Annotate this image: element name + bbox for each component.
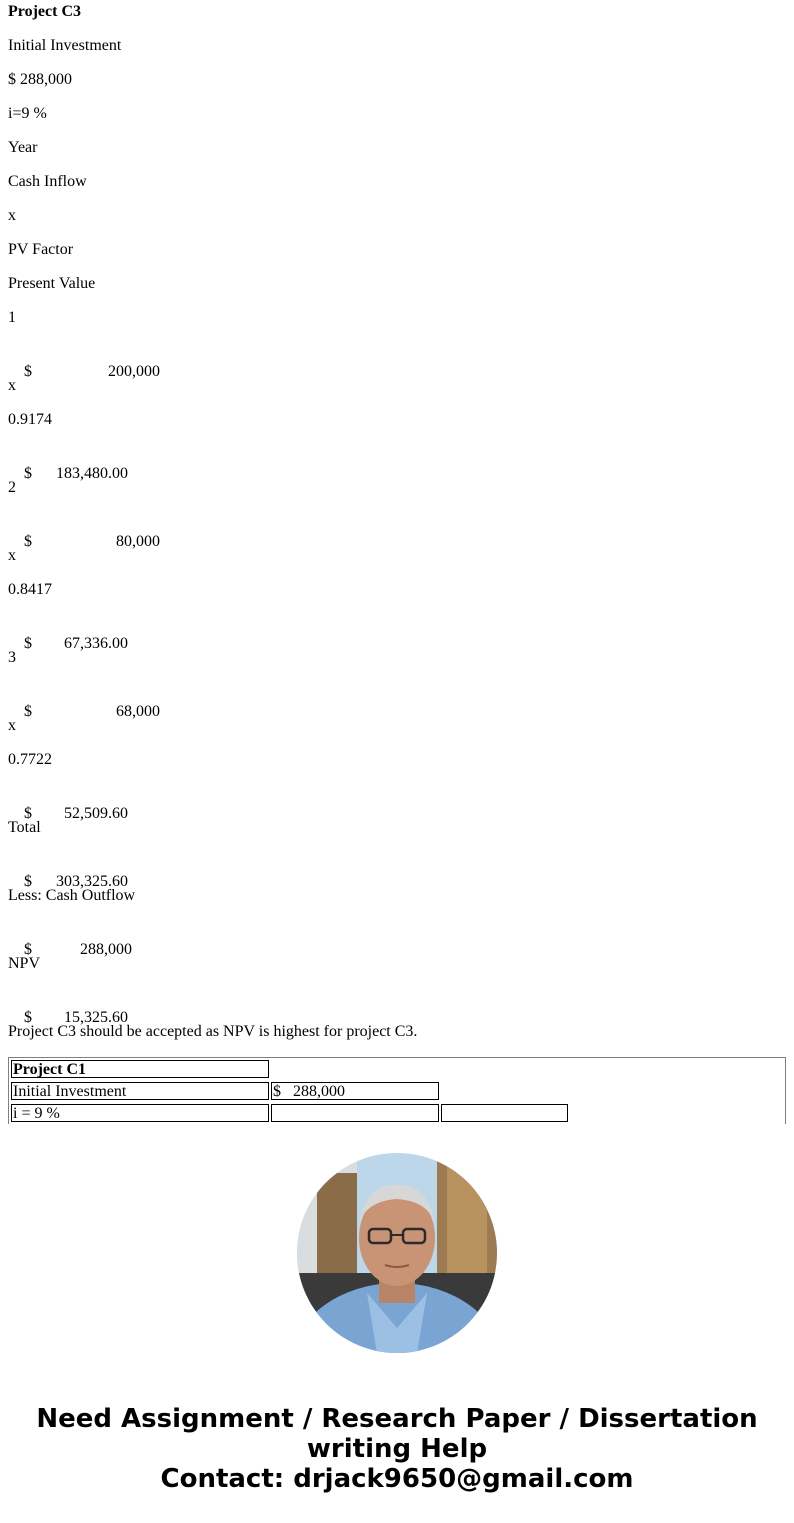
currency-symbol: $: [24, 533, 32, 550]
row-present-value: [8, 444, 128, 482]
currency-symbol: $: [24, 941, 32, 958]
header-cash-inflow: Cash Inflow: [8, 173, 87, 190]
project-c3-title: Project C3: [8, 3, 81, 20]
currency-symbol: $: [24, 635, 32, 652]
row-cash-inflow: [8, 342, 160, 380]
conclusion-text: Project C3 should be accepted as NPV is highest for project C3.: [8, 1023, 418, 1040]
initial-investment-label: Initial Investment: [8, 37, 122, 54]
currency-symbol: $: [24, 873, 32, 890]
row-pv-factor: 0.8417: [8, 581, 52, 598]
project-c1-title: Project C1: [11, 1060, 269, 1078]
present-value-amount: 67,336.00: [64, 635, 128, 652]
header-times: x: [8, 207, 16, 224]
npv-amount: 15,325.60: [64, 1009, 128, 1026]
c1-empty-cell: [271, 1104, 439, 1122]
row-pv-factor: 0.9174: [8, 411, 52, 428]
outflow-amount: 288,000: [80, 941, 132, 958]
contact-banner: [0, 1404, 794, 1494]
total-label: Total: [8, 819, 41, 836]
initial-investment-value: $ 288,000: [8, 71, 72, 88]
c1-initial-investment-label: Initial Investment: [11, 1082, 269, 1100]
c1-initial-investment-value: $ 288,000: [271, 1082, 439, 1100]
row-cash-inflow: [8, 682, 160, 720]
header-pv-factor: PV Factor: [8, 241, 74, 258]
row-times: x: [8, 377, 16, 394]
banner-line: writing Help: [306, 1434, 488, 1464]
c1-empty-cell: [441, 1104, 568, 1122]
row-present-value: [8, 614, 128, 652]
row-present-value: [8, 784, 128, 822]
cash-inflow-amount: 80,000: [116, 533, 160, 550]
outflow-label: Less: Cash Outflow: [8, 887, 136, 904]
row-times: x: [8, 717, 16, 734]
row-times: x: [8, 547, 16, 564]
cash-inflow-amount: 68,000: [116, 703, 160, 720]
header-present-value: Present Value: [8, 275, 96, 292]
author-avatar: [297, 1153, 497, 1353]
npv-label: NPV: [8, 955, 41, 972]
row-year: 2: [8, 479, 16, 496]
row-year: 1: [8, 309, 16, 326]
currency-symbol: $: [24, 363, 32, 380]
project-c1-table: [8, 1057, 786, 1124]
person-photo-icon: [297, 1153, 497, 1353]
total-value: [8, 852, 128, 890]
currency-symbol: $: [24, 465, 32, 482]
interest-rate: i=9 %: [8, 105, 47, 122]
total-amount: 303,325.60: [56, 873, 128, 890]
present-value-amount: 52,509.60: [64, 805, 128, 822]
banner-line: Need Assignment / Research Paper / Dissertation: [36, 1404, 758, 1434]
header-year: Year: [8, 139, 38, 156]
cash-inflow-amount: 200,000: [108, 363, 160, 380]
currency-symbol: $: [24, 805, 32, 822]
row-cash-inflow: [8, 512, 160, 550]
npv-value: [8, 988, 128, 1026]
present-value-amount: 183,480.00: [56, 465, 128, 482]
c1-interest-rate: i = 9 %: [11, 1104, 269, 1122]
row-year: 3: [8, 649, 16, 666]
currency-symbol: $: [24, 703, 32, 720]
banner-contact-line: Contact: drjack9650@gmail.com: [160, 1464, 634, 1494]
row-pv-factor: 0.7722: [8, 751, 52, 768]
currency-symbol: $: [24, 1009, 32, 1026]
outflow-value: [8, 920, 132, 958]
